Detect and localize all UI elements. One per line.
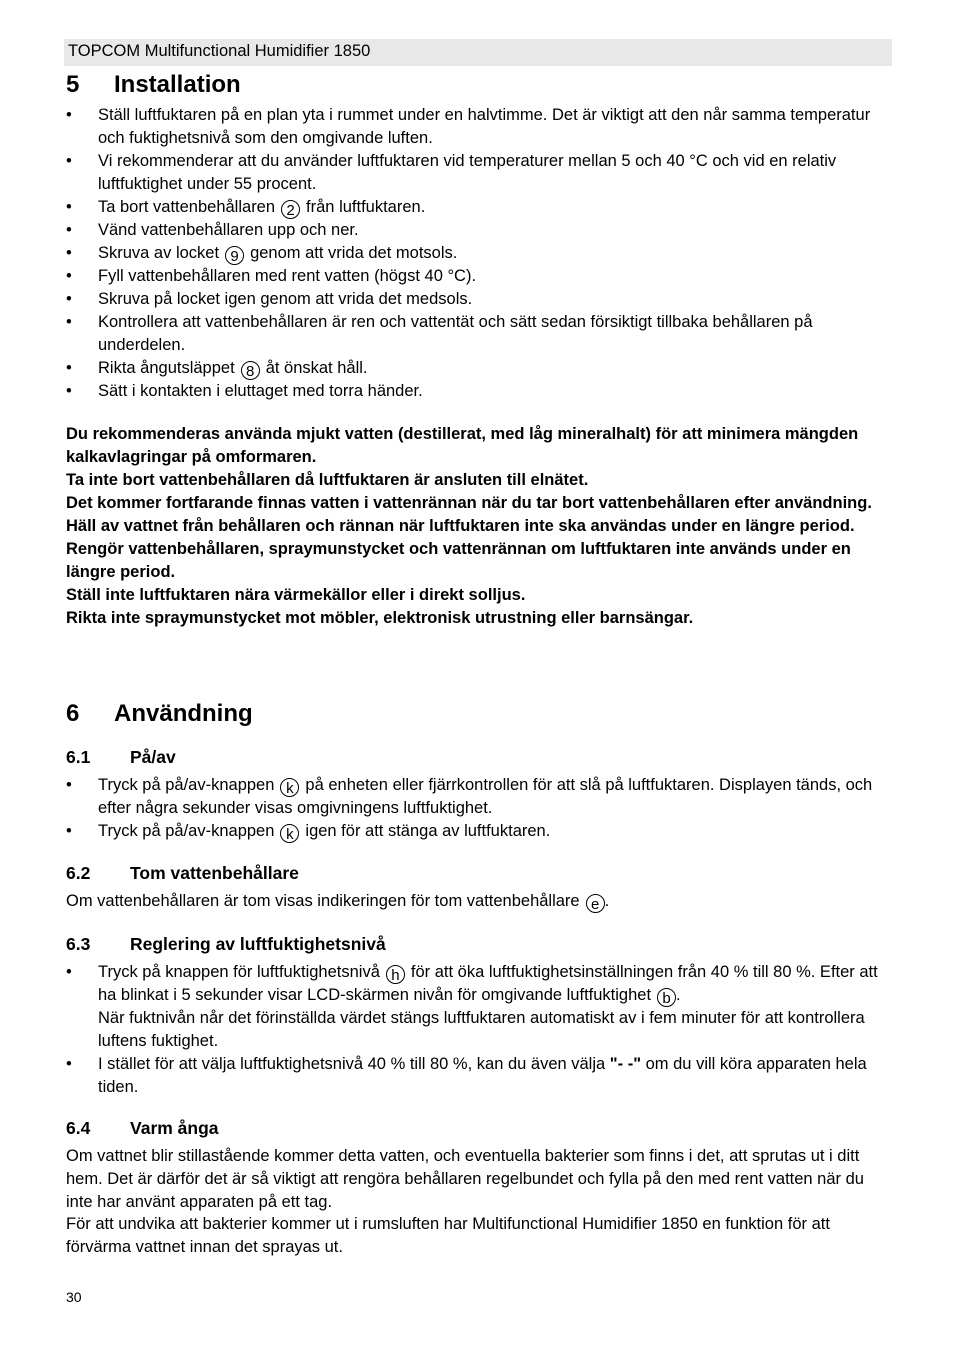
paragraph-text: . (604, 892, 610, 910)
list-item (66, 774, 892, 820)
bullet: • (66, 313, 72, 331)
empty-tank-paragraph (66, 890, 892, 913)
part-reference-icon: 9 (225, 246, 244, 265)
bullet: • (66, 359, 72, 377)
list-item-text: åt önskat håll. (265, 359, 368, 377)
list-item-text: . (676, 986, 681, 1004)
paragraph-text: Om vattenbehållaren är tom visas indikeringen för tom vattenbehållare (66, 892, 580, 910)
subsection-number: 6.2 (66, 863, 91, 883)
bullet: • (66, 106, 72, 124)
document-header-title: TOPCOM Multifunctional Humidifier 1850 (68, 42, 371, 60)
list-item-text: Tryck på knappen för luftfuktighetsnivå (98, 963, 380, 981)
page-number: 30 (66, 1289, 82, 1305)
subsection-title: På/av (130, 747, 176, 767)
warning-text: Ställ inte luftfuktaren nära värmekällor eller i direkt solljus. (66, 586, 526, 604)
on-off-list (66, 774, 892, 843)
header-bar (64, 39, 892, 66)
list-item (66, 219, 892, 242)
warning-text: Ta inte bort vattenbehållaren då luftfuktaren är ansluten till elnätet. (66, 471, 589, 489)
bullet: • (66, 963, 72, 981)
warning-text: Du rekommenderas använda mjukt vatten (destillerat, med låg mineralhalt) för att minimera mängden kalkavlagringar på omformaren. (66, 425, 859, 466)
installation-list (66, 104, 892, 403)
bullet: • (66, 776, 72, 794)
list-item-text: Ställ luftfuktaren på en plan yta i rummet under en halvtimme. Det är viktigt att den når samma temperatur och fuktighetsnivå som den omgivande luften. (98, 106, 871, 147)
part-reference-icon: 8 (241, 361, 260, 380)
bullet: • (66, 290, 72, 308)
list-item (66, 150, 892, 196)
bullet: • (66, 198, 72, 216)
warm-steam-paragraph-1: Om vattnet blir stillastående kommer detta vatten, och eventuella bakterier som finns i det, att sprutas ut i ditt hem. Det är därför det är så viktigt att rengöra behållaren regelbundet och fylla på den med rent vatten när du inte har använt apparaten på ett tag. (66, 1147, 864, 1211)
power-button-reference-icon: k (280, 778, 299, 797)
list-item-text: Ta bort vattenbehållaren (98, 198, 276, 216)
section-title: Installation (114, 71, 241, 98)
section-number: 5 (66, 71, 80, 98)
warning-text: Det kommer fortfarande finnas vatten i vattenrännan när du tar bort vattenbehållaren efter användning. (66, 494, 872, 512)
bullet: • (66, 244, 72, 262)
list-item-text: Kontrollera att vattenbehållaren är ren och vattentät och sätt sedan försiktigt tillbaka behållaren på underdelen. (98, 313, 813, 354)
list-item (66, 196, 892, 219)
list-item-text: I stället för att välja luftfuktighetsnivå 40 % till 80 %, kan du även välja (98, 1055, 606, 1073)
section-number: 6 (66, 700, 80, 727)
subsection-number: 6.1 (66, 747, 91, 767)
list-item-text: Vi rekommenderar att du använder luftfuktaren vid temperaturer mellan 5 och 40 °C och vid en relativ luftfuktighet under 55 procent. (98, 152, 837, 193)
bullet: • (66, 1055, 72, 1073)
warm-steam-paragraph-2: För att undvika att bakterier kommer ut i rumsluften har Multifunctional Humidifier 1850 en funktion för att förvärma vattnet innan det sprayas ut. (66, 1215, 830, 1256)
bullet: • (66, 822, 72, 840)
list-item-text: Fyll vattenbehållaren med rent vatten (högst 40 °C). (98, 267, 477, 285)
list-item-text: Tryck på på/av-knappen (98, 822, 275, 840)
power-button-reference-icon: k (280, 824, 299, 843)
bullet: • (66, 382, 72, 400)
list-item (66, 104, 892, 150)
list-item-text: genom att vrida det motsols. (250, 244, 458, 262)
warning-block (66, 423, 892, 630)
list-item-text: Skruva på locket igen genom att vrida det medsols. (98, 290, 473, 308)
warning-text: Rikta inte spraymunstycket mot möbler, elektronisk utrustning eller barnsängar. (66, 609, 694, 627)
bullet: • (66, 152, 72, 170)
list-item (66, 380, 892, 403)
subsection-number: 6.4 (66, 1118, 91, 1138)
empty-indicator-reference-icon: e (586, 894, 605, 913)
part-reference-icon: 2 (281, 200, 300, 219)
subsection-title: Reglering av luftfuktighetsnivå (130, 934, 386, 954)
list-item (66, 1053, 892, 1099)
subsection-title: Tom vattenbehållare (130, 863, 299, 883)
display-reference-icon: b (657, 988, 676, 1007)
bullet: • (66, 267, 72, 285)
list-item (66, 311, 892, 357)
list-item-text: på enheten eller fjärrkontrollen för att slå på luftfuktaren. Displayen tänds, och efter några sekunder visas omgivningens luftfuktighet. (98, 776, 873, 817)
warning-text: Rengör vattenbehållaren, spraymunstycket och vattenrännan om luftfuktaren inte används under en längre period. (66, 540, 851, 581)
humidity-button-reference-icon: h (386, 965, 405, 984)
list-item-text: Skruva av locket (98, 244, 220, 262)
list-item-text: igen för att stänga av luftfuktaren. (305, 822, 551, 840)
list-item-text: Vänd vattenbehållaren upp och ner. (98, 221, 359, 239)
list-item (66, 961, 892, 1053)
list-item-text: När fuktnivån når det förinställda värdet stängs luftfuktaren automatiskt av i fem minuter för att kontrollera luftens fuktighet. (98, 1009, 865, 1050)
bullet: • (66, 221, 72, 239)
list-item-text: Rikta ångutsläppet (98, 359, 235, 377)
warning-text: Häll av vattnet från behållaren och rännan när luftfuktaren inte ska användas under en längre period. (66, 517, 855, 535)
humidity-list (66, 961, 892, 1099)
list-item-text: Sätt i kontakten i eluttaget med torra händer. (98, 382, 423, 400)
list-item (66, 820, 892, 843)
list-item-text: från luftfuktaren. (306, 198, 426, 216)
continuous-mode-value: "- -" (609, 1055, 642, 1073)
list-item-text: Tryck på på/av-knappen (98, 776, 275, 794)
list-item-text: om du vill köra apparaten hela tiden. (98, 1055, 867, 1096)
list-item (66, 288, 892, 311)
list-item (66, 265, 892, 288)
list-item (66, 242, 892, 265)
subsection-title: Varm ånga (130, 1118, 219, 1138)
subsection-number: 6.3 (66, 934, 91, 954)
list-item (66, 357, 892, 380)
section-title: Användning (114, 700, 253, 727)
list-item-text: för att öka luftfuktighetsinställningen från 40 % till 80 %. Efter att ha blinkat i 5 sekunder visar LCD-skärmen nivån för omgivande luftfuktighet (98, 963, 878, 1004)
